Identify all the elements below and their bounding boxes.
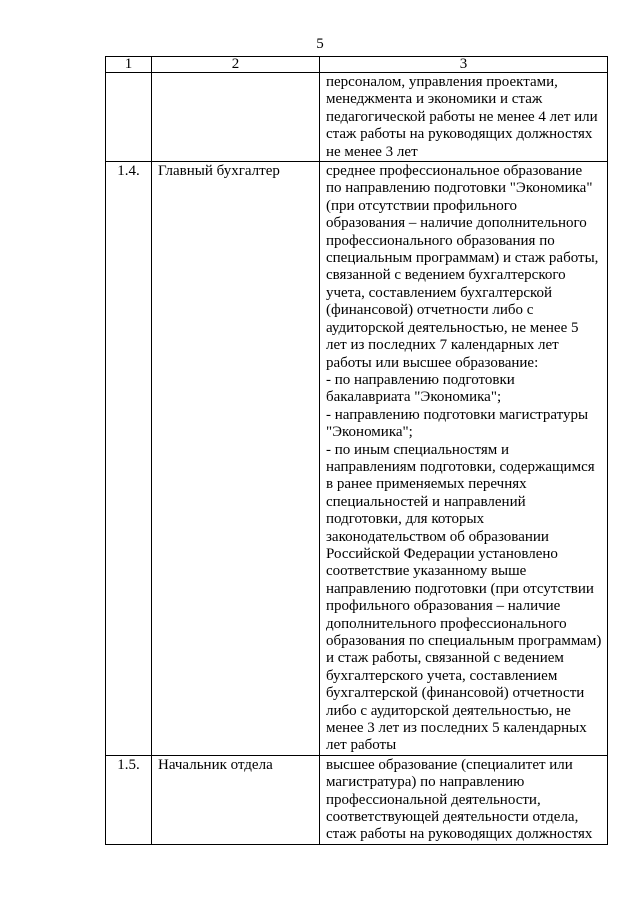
requirements-cell xyxy=(320,162,608,756)
requirements-line: в ранее применяемых перечнях xyxy=(326,476,527,493)
position-title: Начальник отдела xyxy=(152,755,320,844)
requirements-line: лет из последних 7 календарных лет xyxy=(326,337,559,354)
requirements-line: магистратура) по направлению xyxy=(326,774,525,791)
requirements-line: менее 3 лет из последних 5 календарных xyxy=(326,720,587,737)
requirements-line: профессионального образования по xyxy=(326,232,555,249)
requirements-line: аудиторской деятельностью, не менее 5 xyxy=(326,319,579,336)
requirements-line: менеджмента и экономики и стаж xyxy=(326,91,543,108)
column-header-1: 1 xyxy=(106,57,152,73)
requirements-line: не менее 3 лет xyxy=(326,143,418,160)
requirements-line: Российской Федерации установлено xyxy=(326,545,558,562)
requirements-line: высшее образование (специалитет или xyxy=(326,756,573,773)
requirements-line: бакалавриата "Экономика"; xyxy=(326,389,502,406)
position-title: Главный бухгалтер xyxy=(152,162,320,756)
table-header-row xyxy=(106,57,608,73)
requirements-line: законодательством об образовании xyxy=(326,528,549,545)
requirements-line: образования по специальным программам) xyxy=(326,633,602,649)
requirements-line: бухгалтерской (финансовой) отчетности xyxy=(326,685,585,702)
requirements-line: бухгалтерского учета, составлением xyxy=(326,667,558,684)
requirements-line: стаж работы на руководящих должностях xyxy=(326,126,593,143)
requirements-line: соответствие указанному выше xyxy=(326,563,527,580)
requirements-line: соответствующей деятельности отдела, xyxy=(326,809,579,826)
requirements-line: - направлению подготовки магистратуры xyxy=(326,406,589,423)
requirements-line: среднее профессиональное образование xyxy=(326,163,583,180)
requirements-line: специальностей и направлений xyxy=(326,493,526,510)
requirements-line: либо с аудиторской деятельностью, не xyxy=(326,702,571,719)
page-number: 5 xyxy=(316,36,324,52)
requirements-line: учета, составлением бухгалтерской xyxy=(326,284,553,301)
row-number: 1.5. xyxy=(106,755,152,844)
position-title xyxy=(152,73,320,162)
row-number: 1.4. xyxy=(106,162,152,756)
qualification-table xyxy=(105,56,608,845)
table-row xyxy=(106,755,608,844)
requirements-line: лет работы xyxy=(326,737,397,754)
requirements-line: дополнительного профессионального xyxy=(326,615,567,632)
requirements-line: - по иным специальностям и xyxy=(326,441,509,458)
column-header-2: 2 xyxy=(152,57,320,73)
column-header-3: 3 xyxy=(320,57,608,73)
requirements-line: профильного образования – наличие xyxy=(326,598,561,615)
table-row xyxy=(106,73,608,162)
requirements-line: "Экономика"; xyxy=(326,424,413,441)
requirements-line: связанной с ведением бухгалтерского xyxy=(326,267,566,284)
table-row xyxy=(106,162,608,756)
requirements-line: направлению подготовки (при отсутствии xyxy=(326,580,594,597)
requirements-line: (финансовой) отчетности либо с xyxy=(326,302,534,319)
requirements-cell xyxy=(320,755,608,844)
requirements-line: образования – наличие дополнительного xyxy=(326,215,587,232)
requirements-line: работы или высшее образование: xyxy=(326,354,539,371)
requirements-line: персоналом, управления проектами, xyxy=(326,74,558,90)
requirements-line: - по направлению подготовки xyxy=(326,371,515,388)
requirements-line: специальным программам) и стаж работы, xyxy=(326,250,599,267)
requirements-line: подготовки, для которых xyxy=(326,511,485,528)
requirements-line: и стаж работы, связанной с ведением xyxy=(326,650,564,667)
requirements-line: стаж работы на руководящих должностях xyxy=(326,826,593,843)
row-number xyxy=(106,73,152,162)
requirements-cell xyxy=(320,73,608,162)
requirements-line: по направлению подготовки "Экономика" xyxy=(326,180,593,197)
requirements-line: профессиональной деятельности, xyxy=(326,791,541,808)
requirements-line: направлениям подготовки, содержащимся xyxy=(326,458,595,475)
requirements-line: (при отсутствии профильного xyxy=(326,197,518,214)
requirements-line: педагогической работы не менее 4 лет или xyxy=(326,108,598,125)
